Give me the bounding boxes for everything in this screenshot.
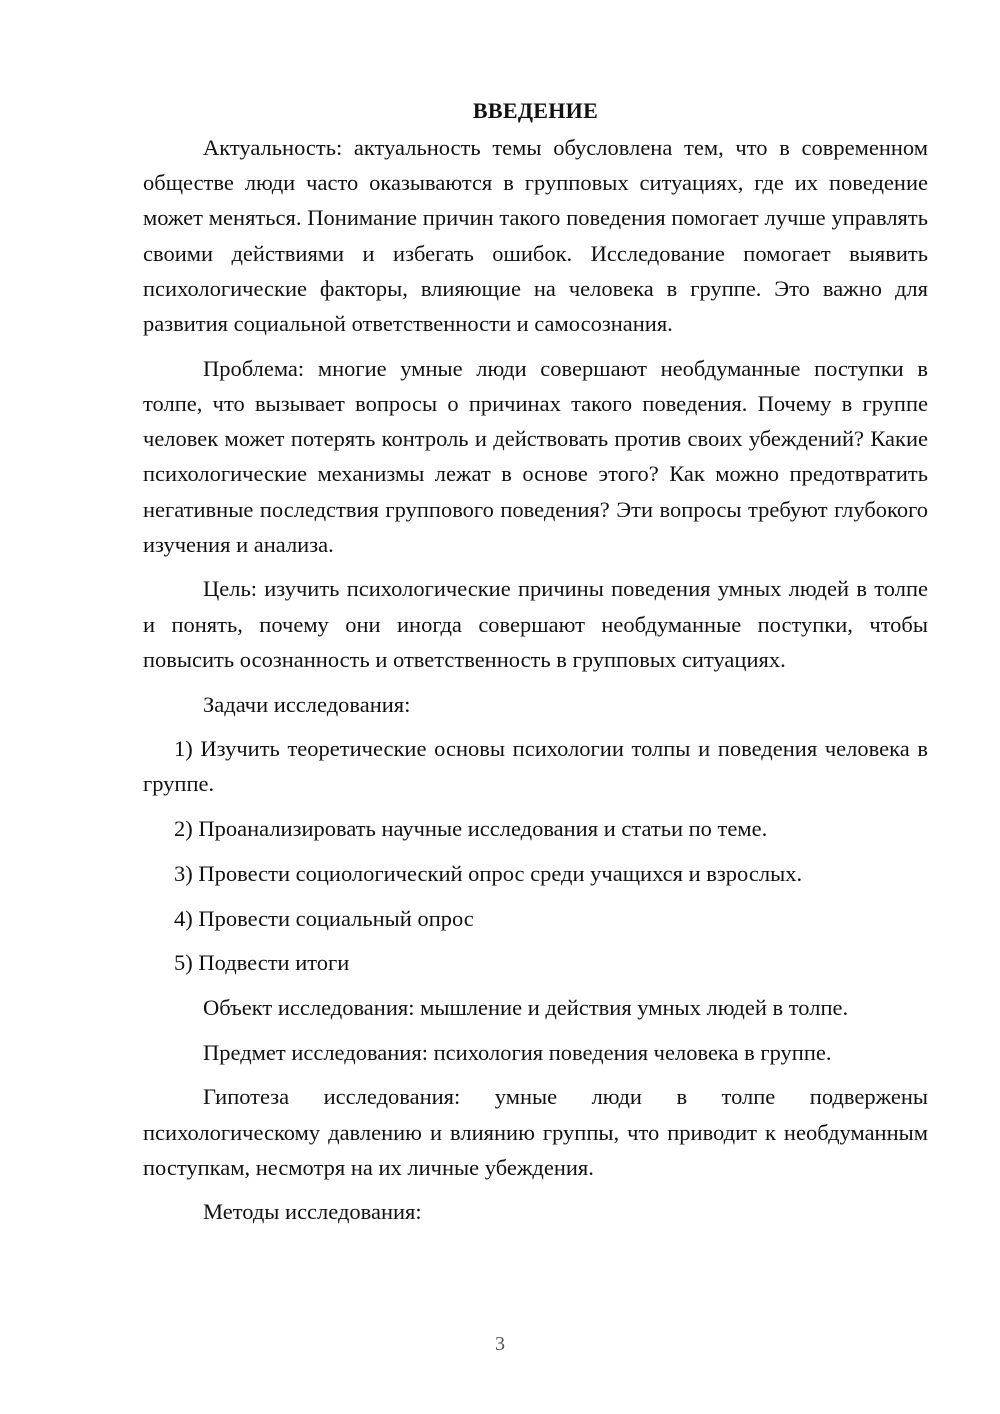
tasks-heading: Задачи исследования: <box>203 691 411 717</box>
task-item-4: 4) Провести социальный опрос <box>174 905 474 931</box>
task-item-5: 5) Подвести итоги <box>174 950 350 976</box>
page-number: 3 <box>495 1333 505 1355</box>
paragraph-hypothesis: Гипотеза исследования: умные люди в толпе подвержены психологическому давлению и влиянию группы, что приводит к необдуманным поступкам, несмотря на их личные убеждения. <box>143 1084 928 1180</box>
section-title: ВВЕДЕНИЕ <box>472 98 599 123</box>
paragraph-object: Объект исследования: мышление и действия умных людей в толпе. <box>203 994 849 1020</box>
paragraph-problem: Проблема: многие умные люди совершают необдуманные поступки в толпе, что вызывает вопросы о причинах такого поведения. Почему в группе человек может потерять контроль и действовать против своих убеждений? Какие психологические механизмы лежат в основе этого? Как можно предотвратить негативные последствия группового поведения? Эти вопросы требуют глубокого изучения и анализа. <box>143 355 928 557</box>
paragraph-subject: Предмет исследования: психология поведения человека в группе. <box>203 1039 832 1065</box>
paragraph-relevance: Актуальность: актуальность темы обусловлена тем, что в современном обществе люди часто оказываются в групповых ситуациях, где их поведение может меняться. Понимание причин такого поведения помогает лучше управлять своими действиями и избегать ошибок. Исследование помогает выявить психологические факторы, влияющие на человека в группе. Это важно для развития социальной ответственности и самосознания. <box>143 135 928 337</box>
task-item-2: 2) Проанализировать научные исследования и статьи по теме. <box>174 816 768 842</box>
page-content <box>143 96 928 1239</box>
task-item-1: 1) Изучить теоретические основы психологии толпы и поведения человека в группе. <box>143 736 928 797</box>
task-item-3: 3) Провести социологический опрос среди учащихся и взрослых. <box>174 860 803 886</box>
paragraph-methods: Методы исследования: <box>203 1199 422 1225</box>
paragraph-goal: Цель: изучить психологические причины поведения умных людей в толпе и понять, почему они иногда совершают необдуманные поступки, чтобы повысить осознанность и ответственность в групповых ситуациях. <box>143 576 928 672</box>
